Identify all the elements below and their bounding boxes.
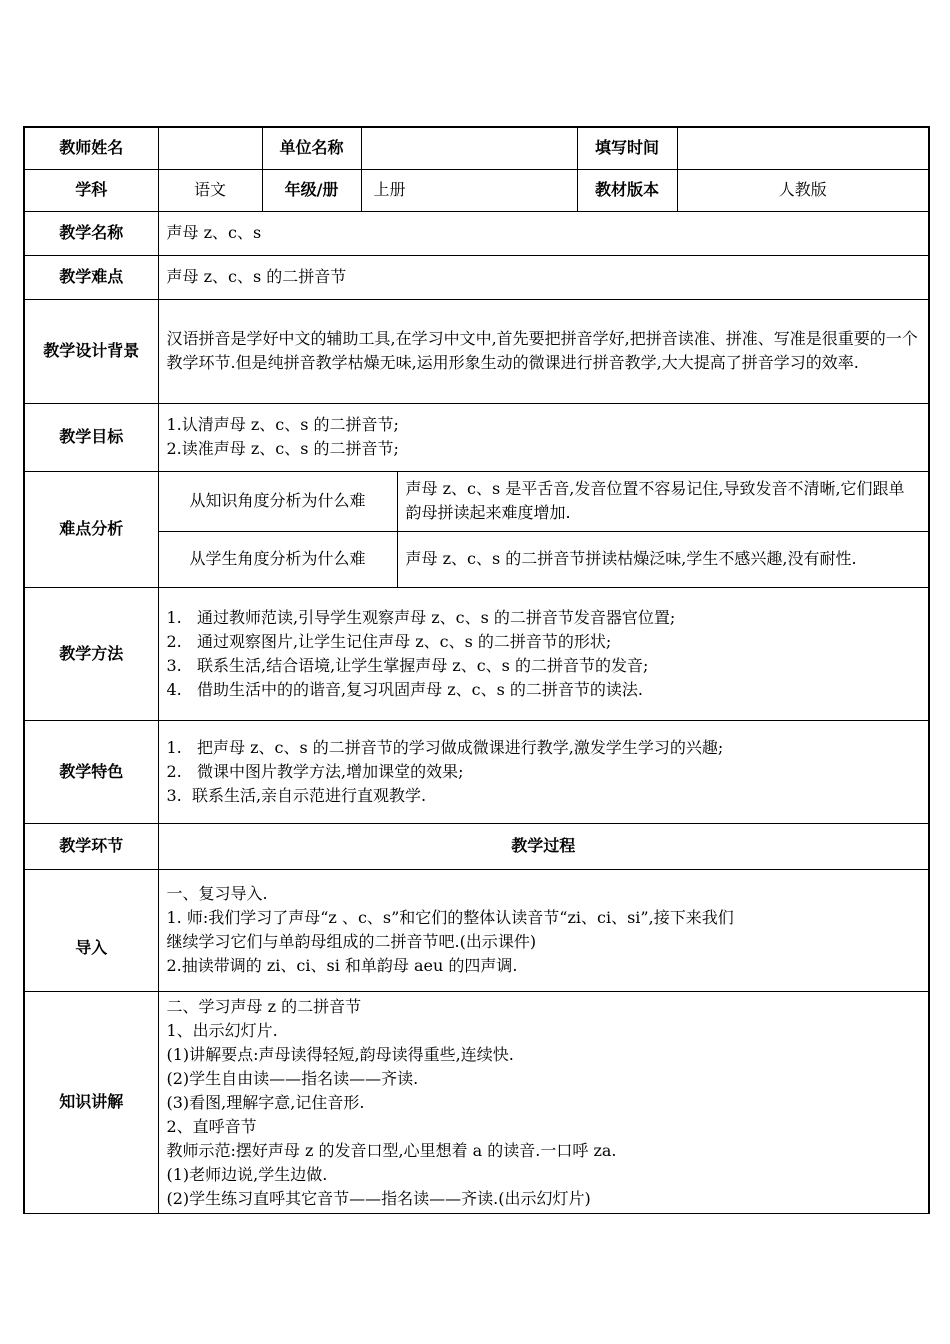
goals-label: 教学目标 — [24, 403, 158, 471]
methods-label: 教学方法 — [24, 587, 158, 720]
method-item: 2. 通过观察图片,让学生记住声母 z、c、s 的二拼音节的形状; — [166, 631, 612, 651]
unit-name-value[interactable] — [361, 127, 577, 169]
methods-row — [24, 587, 929, 720]
background-text[interactable] — [158, 299, 929, 403]
intro-line: 1. 师:我们学习了声母“z 、c、s”和它们的整体认读音节“zi、ci、si”,接下来我们 — [166, 908, 734, 927]
analysis-row-knowledge — [24, 471, 929, 531]
background-row — [24, 299, 929, 403]
knowledge-line: 二、学习声母 z 的二拼音节 — [166, 997, 362, 1016]
student-answer[interactable] — [397, 531, 929, 587]
teacher-name-label: 教师姓名 — [24, 127, 158, 169]
analysis-label: 难点分析 — [24, 471, 158, 587]
header-row-2 — [24, 169, 929, 211]
lesson-name-value[interactable]: 声母 z、c、s — [158, 211, 929, 255]
difficulty-value[interactable]: 声母 z、c、s 的二拼音节 — [158, 255, 929, 299]
unit-name-label: 单位名称 — [262, 127, 361, 169]
goals-row — [24, 403, 929, 471]
intro-content[interactable] — [158, 869, 929, 991]
process-header-row — [24, 823, 929, 869]
features-list[interactable] — [158, 720, 929, 823]
knowledge-line: (2)学生自由读——指名读——齐读. — [166, 1069, 419, 1088]
knowledge-answer[interactable] — [397, 471, 929, 531]
features-label: 教学特色 — [24, 720, 158, 823]
knowledge-answer-text: 声母 z、c、s 是平舌音,发音位置不容易记住,导致发音不清晰,它们跟单韵母拼读起来难度增加. — [405, 479, 905, 522]
subject-label: 学科 — [24, 169, 158, 211]
lesson-plan-table — [23, 126, 930, 1214]
goal-item: 2.读准声母 z、c、s 的二拼音节; — [166, 439, 399, 458]
method-item: 4. 借助生活中的的谐音,复习巩固声母 z、c、s 的二拼音节的读法. — [166, 679, 643, 699]
features-row — [24, 720, 929, 823]
fill-time-value[interactable] — [677, 127, 929, 169]
difficulty-label: 教学难点 — [24, 255, 158, 299]
knowledge-line: (2)学生练习直呼其它音节——指名读——齐读.(出示幻灯片) — [166, 1189, 591, 1208]
knowledge-line: 1、出示幻灯片. — [166, 1021, 278, 1040]
background-label: 教学设计背景 — [24, 299, 158, 403]
intro-line: 一、复习导入. — [166, 884, 268, 903]
student-answer-text: 声母 z、c、s 的二拼音节拼读枯燥泛味,学生不感兴趣,没有耐性. — [405, 549, 857, 568]
process-column-header: 教学过程 — [158, 823, 929, 869]
method-item: 3. 联系生活,结合语境,让学生掌握声母 z、c、s 的二拼音节的发音; — [166, 655, 649, 675]
stage-column-header: 教学环节 — [24, 823, 158, 869]
lesson-name-label: 教学名称 — [24, 211, 158, 255]
background-paragraph: 汉语拼音是学好中文的辅助工具,在学习中文中,首先要把拼音学好,把拼音读准、拼准、写准是很重要的一个教学环节.但是纯拼音教学枯燥无味,运用形象生动的微课进行拼音教学,大大提高了拼音学习的效率. — [166, 329, 918, 372]
edition-value[interactable]: 人教版 — [677, 169, 929, 211]
knowledge-line: (3)看图,理解字意,记住音形. — [166, 1093, 365, 1112]
intro-label: 导入 — [24, 869, 158, 991]
grade-label: 年级/册 — [262, 169, 361, 211]
difficulty-row — [24, 255, 929, 299]
intro-row — [24, 869, 929, 991]
grade-value[interactable]: 上册 — [361, 169, 577, 211]
fill-time-label: 填写时间 — [577, 127, 677, 169]
goal-item: 1.认清声母 z、c、s 的二拼音节; — [166, 415, 399, 434]
subject-value[interactable]: 语文 — [158, 169, 262, 211]
teacher-name-value[interactable] — [158, 127, 262, 169]
header-row-1 — [24, 127, 929, 169]
knowledge-line: 2、直呼音节 — [166, 1117, 257, 1136]
analysis-row-student — [24, 531, 929, 587]
feature-item: 2. 微课中图片教学方法,增加课堂的效果; — [166, 761, 464, 781]
knowledge-line: (1)讲解要点:声母读得轻短,韵母读得重些,连续快. — [166, 1045, 514, 1064]
lesson-name-row — [24, 211, 929, 255]
feature-item: 1. 把声母 z、c、s 的二拼音节的学习做成微课进行教学,激发学生学习的兴趣; — [166, 737, 724, 757]
method-item: 1. 通过教师范读,引导学生观察声母 z、c、s 的二拼音节发音器官位置; — [166, 607, 676, 627]
knowledge-line: (1)老师边说,学生边做. — [166, 1165, 328, 1184]
knowledge-content[interactable] — [158, 991, 929, 1213]
edition-label: 教材版本 — [577, 169, 677, 211]
intro-line: 继续学习它们与单韵母组成的二拼音节吧.(出示课件) — [166, 932, 537, 951]
methods-list[interactable] — [158, 587, 929, 720]
feature-item: 3. 联系生活,亲自示范进行直观教学. — [166, 785, 427, 805]
student-question: 从学生角度分析为什么难 — [158, 531, 397, 587]
goals-list[interactable] — [158, 403, 929, 471]
knowledge-row — [24, 991, 929, 1213]
intro-line: 2.抽读带调的 zi、ci、si 和单韵母 aeu 的四声调. — [166, 956, 518, 975]
knowledge-label: 知识讲解 — [24, 991, 158, 1213]
knowledge-question: 从知识角度分析为什么难 — [158, 471, 397, 531]
knowledge-line: 教师示范:摆好声母 z 的发音口型,心里想着 a 的读音.一口呼 za. — [166, 1141, 617, 1160]
